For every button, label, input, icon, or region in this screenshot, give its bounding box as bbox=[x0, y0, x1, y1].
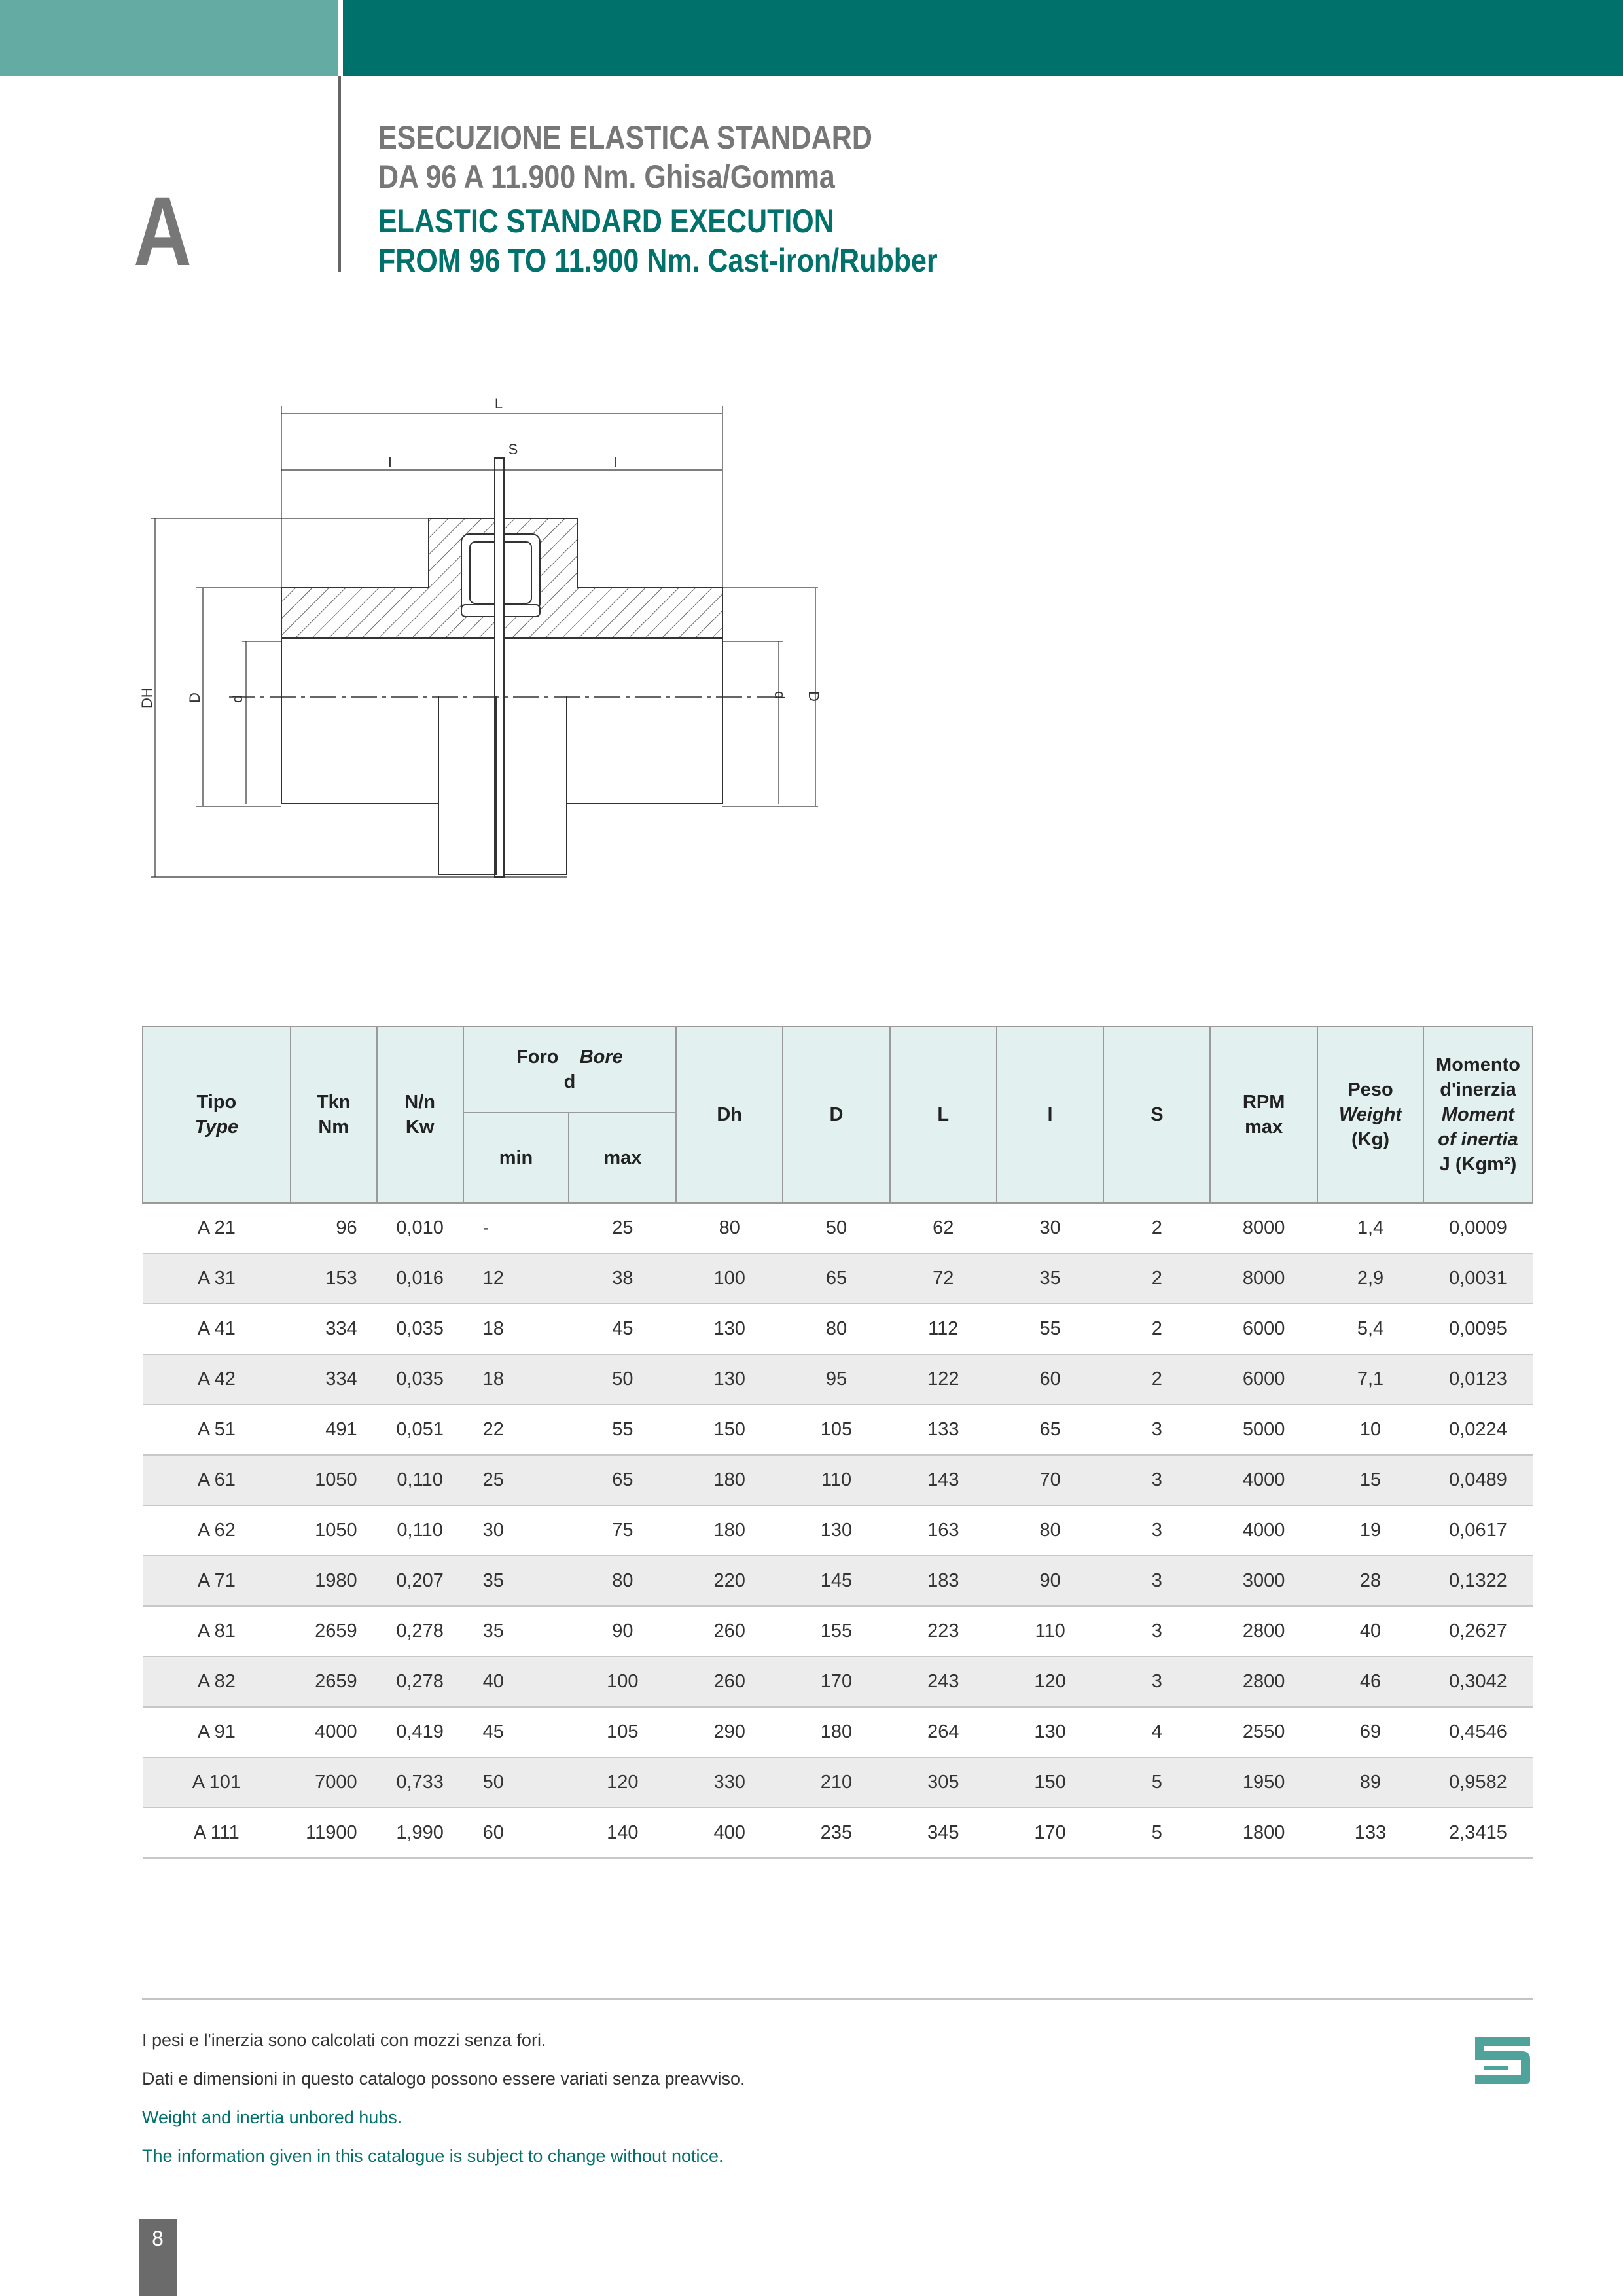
cell-D: 80 bbox=[783, 1304, 890, 1354]
cell-rpm: 8000 bbox=[1210, 1253, 1317, 1304]
col-D: D bbox=[783, 1026, 890, 1203]
cell-tipo: A 31 bbox=[143, 1253, 291, 1304]
dim-label-l-right: l bbox=[613, 454, 617, 471]
cell-nn: 0,051 bbox=[377, 1405, 463, 1455]
dim-label-l-left: l bbox=[388, 454, 392, 471]
cell-l: 80 bbox=[997, 1505, 1104, 1556]
cell-momento: 0,0031 bbox=[1423, 1253, 1533, 1304]
cell-peso: 5,4 bbox=[1317, 1304, 1423, 1354]
cell-bore-max: 65 bbox=[569, 1455, 676, 1505]
cell-tipo: A 61 bbox=[143, 1455, 291, 1505]
company-logo bbox=[1470, 2032, 1535, 2088]
footer-divider bbox=[142, 1998, 1533, 2000]
cell-rpm: 5000 bbox=[1210, 1405, 1317, 1455]
cell-l: 110 bbox=[997, 1606, 1104, 1657]
cell-peso: 19 bbox=[1317, 1505, 1423, 1556]
title-it-line2: DA 96 A 11.900 Nm. Ghisa/Gomma bbox=[378, 158, 835, 195]
cell-l: 30 bbox=[997, 1203, 1104, 1253]
cell-tipo: A 42 bbox=[143, 1354, 291, 1405]
cell-nn: 0,278 bbox=[377, 1657, 463, 1707]
cell-tkn: 153 bbox=[291, 1253, 377, 1304]
cell-dh: 400 bbox=[676, 1808, 783, 1858]
cell-bore-min: 40 bbox=[463, 1657, 569, 1707]
cell-tipo: A 62 bbox=[143, 1505, 291, 1556]
col-bore-max: max bbox=[569, 1113, 676, 1203]
cell-dh: 260 bbox=[676, 1657, 783, 1707]
cell-L: 62 bbox=[890, 1203, 997, 1253]
cell-bore-min: 45 bbox=[463, 1707, 569, 1757]
cell-l: 55 bbox=[997, 1304, 1104, 1354]
cell-L: 345 bbox=[890, 1808, 997, 1858]
cell-l: 130 bbox=[997, 1707, 1104, 1757]
cell-l: 170 bbox=[997, 1808, 1104, 1858]
cell-tkn: 7000 bbox=[291, 1757, 377, 1808]
coupling-drawing bbox=[131, 380, 831, 890]
cell-tipo: A 111 bbox=[143, 1808, 291, 1858]
cell-bore-max: 100 bbox=[569, 1657, 676, 1707]
cell-rpm: 4000 bbox=[1210, 1455, 1317, 1505]
cell-dh: 130 bbox=[676, 1354, 783, 1405]
cell-L: 143 bbox=[890, 1455, 997, 1505]
cell-rpm: 2550 bbox=[1210, 1707, 1317, 1757]
dim-label-D-right: D bbox=[806, 691, 822, 702]
cell-D: 180 bbox=[783, 1707, 890, 1757]
cell-bore-min: 12 bbox=[463, 1253, 569, 1304]
header-band-dark bbox=[343, 0, 1623, 76]
page-number: 8 bbox=[152, 2227, 164, 2250]
cell-l: 90 bbox=[997, 1556, 1104, 1606]
cell-nn: 0,733 bbox=[377, 1757, 463, 1808]
cell-L: 305 bbox=[890, 1757, 997, 1808]
title-en-line2: FROM 96 TO 11.900 Nm. Cast-iron/Rubber bbox=[378, 242, 938, 279]
cell-tkn: 1980 bbox=[291, 1556, 377, 1606]
cell-momento: 0,3042 bbox=[1423, 1657, 1533, 1707]
cell-D: 170 bbox=[783, 1657, 890, 1707]
note-it-changes: Dati e dimensioni in questo catalogo possono essere variati senza preavviso. bbox=[142, 2069, 745, 2089]
table-row bbox=[143, 1455, 1533, 1505]
cell-L: 264 bbox=[890, 1707, 997, 1757]
cell-nn: 0,110 bbox=[377, 1455, 463, 1505]
table-row bbox=[143, 1354, 1533, 1405]
cell-peso: 2,9 bbox=[1317, 1253, 1423, 1304]
cell-nn: 0,035 bbox=[377, 1354, 463, 1405]
col-peso: Peso Weight (Kg) bbox=[1317, 1026, 1423, 1203]
cell-tkn: 491 bbox=[291, 1405, 377, 1455]
header-band-light bbox=[0, 0, 338, 76]
dim-label-L: L bbox=[494, 395, 503, 412]
cell-S: 2 bbox=[1103, 1354, 1210, 1405]
cell-momento: 0,0095 bbox=[1423, 1304, 1533, 1354]
cell-S: 3 bbox=[1103, 1405, 1210, 1455]
cell-D: 210 bbox=[783, 1757, 890, 1808]
cell-peso: 28 bbox=[1317, 1556, 1423, 1606]
cell-L: 122 bbox=[890, 1354, 997, 1405]
cell-tipo: A 101 bbox=[143, 1757, 291, 1808]
cell-nn: 0,035 bbox=[377, 1304, 463, 1354]
cell-nn: 0,419 bbox=[377, 1707, 463, 1757]
table-row bbox=[143, 1505, 1533, 1556]
cell-rpm: 8000 bbox=[1210, 1203, 1317, 1253]
dim-label-D-left: D bbox=[187, 692, 203, 703]
cell-S: 5 bbox=[1103, 1757, 1210, 1808]
cell-momento: 0,9582 bbox=[1423, 1757, 1533, 1808]
cell-dh: 220 bbox=[676, 1556, 783, 1606]
cell-bore-min: 22 bbox=[463, 1405, 569, 1455]
cell-nn: 0,016 bbox=[377, 1253, 463, 1304]
cell-momento: 0,0009 bbox=[1423, 1203, 1533, 1253]
cell-bore-min: 35 bbox=[463, 1556, 569, 1606]
cell-bore-min: 50 bbox=[463, 1757, 569, 1808]
table-row bbox=[143, 1304, 1533, 1354]
table-row bbox=[143, 1757, 1533, 1808]
cell-bore-max: 75 bbox=[569, 1505, 676, 1556]
cell-S: 2 bbox=[1103, 1253, 1210, 1304]
cell-rpm: 3000 bbox=[1210, 1556, 1317, 1606]
note-it-weights: I pesi e l'inerzia sono calcolati con mozzi senza fori. bbox=[142, 2030, 546, 2050]
title-english bbox=[378, 202, 938, 280]
table-row bbox=[143, 1606, 1533, 1657]
cell-momento: 0,0489 bbox=[1423, 1455, 1533, 1505]
note-en-weights: Weight and inertia unbored hubs. bbox=[142, 2108, 402, 2127]
cell-tipo: A 71 bbox=[143, 1556, 291, 1606]
cell-tkn: 2659 bbox=[291, 1657, 377, 1707]
cell-S: 3 bbox=[1103, 1606, 1210, 1657]
cell-dh: 130 bbox=[676, 1304, 783, 1354]
cell-tkn: 2659 bbox=[291, 1606, 377, 1657]
cell-dh: 80 bbox=[676, 1203, 783, 1253]
table-row bbox=[143, 1707, 1533, 1757]
cell-peso: 89 bbox=[1317, 1757, 1423, 1808]
title-it-line1: ESECUZIONE ELASTICA STANDARD bbox=[378, 119, 872, 156]
table-row bbox=[143, 1253, 1533, 1304]
table-row bbox=[143, 1808, 1533, 1858]
cell-peso: 46 bbox=[1317, 1657, 1423, 1707]
col-l: l bbox=[997, 1026, 1104, 1203]
spec-table bbox=[142, 1026, 1533, 1859]
cell-tipo: A 21 bbox=[143, 1203, 291, 1253]
note-en-changes: The information given in this catalogue is subject to change without notice. bbox=[142, 2146, 724, 2166]
dim-label-S: S bbox=[508, 441, 518, 457]
title-en-line1: ELASTIC STANDARD EXECUTION bbox=[378, 203, 834, 240]
cell-rpm: 6000 bbox=[1210, 1304, 1317, 1354]
cell-momento: 0,4546 bbox=[1423, 1707, 1533, 1757]
cell-nn: 0,278 bbox=[377, 1606, 463, 1657]
cell-l: 60 bbox=[997, 1354, 1104, 1405]
cell-dh: 260 bbox=[676, 1606, 783, 1657]
cell-rpm: 6000 bbox=[1210, 1354, 1317, 1405]
cell-D: 65 bbox=[783, 1253, 890, 1304]
spec-table-body bbox=[143, 1203, 1533, 1858]
cell-tipo: A 81 bbox=[143, 1606, 291, 1657]
cell-bore-max: 55 bbox=[569, 1405, 676, 1455]
cell-bore-max: 140 bbox=[569, 1808, 676, 1858]
cell-rpm: 4000 bbox=[1210, 1505, 1317, 1556]
cell-peso: 133 bbox=[1317, 1808, 1423, 1858]
cell-peso: 15 bbox=[1317, 1455, 1423, 1505]
cell-tkn: 4000 bbox=[291, 1707, 377, 1757]
cell-tipo: A 91 bbox=[143, 1707, 291, 1757]
cell-rpm: 2800 bbox=[1210, 1606, 1317, 1657]
cell-L: 112 bbox=[890, 1304, 997, 1354]
cell-l: 150 bbox=[997, 1757, 1104, 1808]
cell-bore-max: 120 bbox=[569, 1757, 676, 1808]
cell-L: 223 bbox=[890, 1606, 997, 1657]
cell-rpm: 1800 bbox=[1210, 1808, 1317, 1858]
cell-nn: 1,990 bbox=[377, 1808, 463, 1858]
col-tkn: Tkn Nm bbox=[291, 1026, 377, 1203]
cell-S: 3 bbox=[1103, 1657, 1210, 1707]
cell-S: 2 bbox=[1103, 1203, 1210, 1253]
table-row bbox=[143, 1405, 1533, 1455]
cell-nn: 0,010 bbox=[377, 1203, 463, 1253]
cell-D: 50 bbox=[783, 1203, 890, 1253]
cell-rpm: 2800 bbox=[1210, 1657, 1317, 1707]
cell-l: 35 bbox=[997, 1253, 1104, 1304]
cell-dh: 100 bbox=[676, 1253, 783, 1304]
cell-peso: 10 bbox=[1317, 1405, 1423, 1455]
col-L: L bbox=[890, 1026, 997, 1203]
cell-bore-min: 25 bbox=[463, 1455, 569, 1505]
col-momento: Momento d'inerzia Moment of inertia J (Kgm²) bbox=[1423, 1026, 1533, 1203]
col-S: S bbox=[1103, 1026, 1210, 1203]
cell-tipo: A 41 bbox=[143, 1304, 291, 1354]
cell-bore-min: 30 bbox=[463, 1505, 569, 1556]
cell-S: 3 bbox=[1103, 1556, 1210, 1606]
cell-rpm: 1950 bbox=[1210, 1757, 1317, 1808]
cell-bore-min: - bbox=[463, 1203, 569, 1253]
dim-label-d-right: d bbox=[772, 691, 788, 700]
cell-dh: 180 bbox=[676, 1505, 783, 1556]
cell-bore-max: 50 bbox=[569, 1354, 676, 1405]
cell-L: 183 bbox=[890, 1556, 997, 1606]
col-bore-min: min bbox=[463, 1113, 569, 1203]
cell-peso: 7,1 bbox=[1317, 1354, 1423, 1405]
cell-l: 65 bbox=[997, 1405, 1104, 1455]
cell-bore-max: 25 bbox=[569, 1203, 676, 1253]
cell-D: 105 bbox=[783, 1405, 890, 1455]
cell-dh: 330 bbox=[676, 1757, 783, 1808]
table-row bbox=[143, 1203, 1533, 1253]
col-dh: Dh bbox=[676, 1026, 783, 1203]
cell-dh: 150 bbox=[676, 1405, 783, 1455]
cell-bore-min: 18 bbox=[463, 1354, 569, 1405]
cell-nn: 0,207 bbox=[377, 1556, 463, 1606]
cell-tkn: 1050 bbox=[291, 1455, 377, 1505]
cell-L: 163 bbox=[890, 1505, 997, 1556]
cell-bore-min: 60 bbox=[463, 1808, 569, 1858]
cell-D: 130 bbox=[783, 1505, 890, 1556]
table-row bbox=[143, 1657, 1533, 1707]
cell-bore-min: 18 bbox=[463, 1304, 569, 1354]
col-foro: Foro Bore d bbox=[463, 1026, 677, 1113]
cell-peso: 40 bbox=[1317, 1606, 1423, 1657]
cell-l: 70 bbox=[997, 1455, 1104, 1505]
cell-tkn: 334 bbox=[291, 1354, 377, 1405]
col-tipo: Tipo Type bbox=[143, 1026, 291, 1203]
cell-dh: 180 bbox=[676, 1455, 783, 1505]
cell-tkn: 96 bbox=[291, 1203, 377, 1253]
cell-bore-max: 105 bbox=[569, 1707, 676, 1757]
cell-S: 3 bbox=[1103, 1505, 1210, 1556]
cell-momento: 2,3415 bbox=[1423, 1808, 1533, 1858]
cell-L: 243 bbox=[890, 1657, 997, 1707]
table-row bbox=[143, 1556, 1533, 1606]
title-italian bbox=[378, 118, 872, 196]
cell-momento: 0,1322 bbox=[1423, 1556, 1533, 1606]
col-nn: N/n Kw bbox=[377, 1026, 463, 1203]
section-letter: A bbox=[134, 176, 192, 286]
cell-D: 110 bbox=[783, 1455, 890, 1505]
cell-D: 145 bbox=[783, 1556, 890, 1606]
cell-tipo: A 51 bbox=[143, 1405, 291, 1455]
cell-D: 95 bbox=[783, 1354, 890, 1405]
cell-L: 72 bbox=[890, 1253, 997, 1304]
cell-bore-max: 80 bbox=[569, 1556, 676, 1606]
cell-tkn: 11900 bbox=[291, 1808, 377, 1858]
cell-momento: 0,0224 bbox=[1423, 1405, 1533, 1455]
cell-D: 155 bbox=[783, 1606, 890, 1657]
col-rpm: RPM max bbox=[1210, 1026, 1317, 1203]
dim-label-DH: DH bbox=[139, 687, 155, 708]
cell-peso: 1,4 bbox=[1317, 1203, 1423, 1253]
cell-D: 235 bbox=[783, 1808, 890, 1858]
cell-tkn: 334 bbox=[291, 1304, 377, 1354]
cell-S: 5 bbox=[1103, 1808, 1210, 1858]
cell-L: 133 bbox=[890, 1405, 997, 1455]
header-divider bbox=[338, 76, 341, 272]
cell-nn: 0,110 bbox=[377, 1505, 463, 1556]
cell-S: 3 bbox=[1103, 1455, 1210, 1505]
dim-label-d-left: d bbox=[229, 694, 245, 703]
cell-momento: 0,0123 bbox=[1423, 1354, 1533, 1405]
cell-momento: 0,0617 bbox=[1423, 1505, 1533, 1556]
cell-dh: 290 bbox=[676, 1707, 783, 1757]
cell-bore-max: 90 bbox=[569, 1606, 676, 1657]
cell-bore-max: 45 bbox=[569, 1304, 676, 1354]
cell-tkn: 1050 bbox=[291, 1505, 377, 1556]
cell-l: 120 bbox=[997, 1657, 1104, 1707]
cell-momento: 0,2627 bbox=[1423, 1606, 1533, 1657]
cell-S: 4 bbox=[1103, 1707, 1210, 1757]
cell-tipo: A 82 bbox=[143, 1657, 291, 1707]
cell-bore-min: 35 bbox=[463, 1606, 569, 1657]
cell-S: 2 bbox=[1103, 1304, 1210, 1354]
cell-bore-max: 38 bbox=[569, 1253, 676, 1304]
cell-peso: 69 bbox=[1317, 1707, 1423, 1757]
